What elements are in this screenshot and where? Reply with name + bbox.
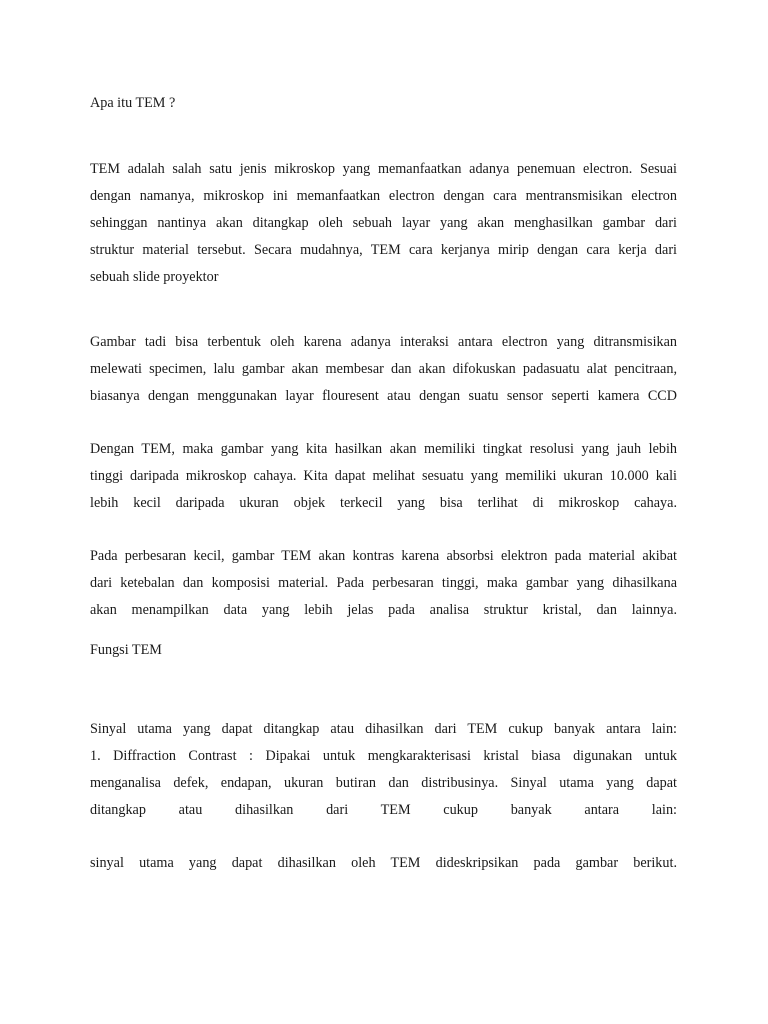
para3-line-2: tinggi daripada mikroskop cahaya. Kita dapat melihat sesuatu yang memiliki ukuran 10.000 kali [90, 468, 677, 484]
para4-line-2: dari ketebalan dan komposisi material. Pada perbesaran tinggi, maka gambar yang dihasilkana [90, 575, 677, 591]
para3-line-3: lebih kecil daripada ukuran objek terkecil yang bisa terlihat di mikroskop cahaya. [90, 495, 677, 511]
heading-apa-itu-tem: Apa itu TEM ? [90, 95, 176, 111]
para1-line-2: dengan namanya, mikroskop ini memanfaatkan electron dengan cara mentransmisikan electron [90, 188, 677, 204]
heading-fungsi-tem: Fungsi TEM [90, 642, 162, 658]
para2-line-1: Gambar tadi bisa terbentuk oleh karena adanya interaksi antara electron yang ditransmisikan [90, 334, 677, 350]
para1-line-5: sebuah slide proyektor [90, 269, 219, 285]
para6-line-1: sinyal utama yang dapat dihasilkan oleh TEM dideskripsikan pada gambar berikut. [90, 855, 677, 871]
para4-line-3: akan menampilkan data yang lebih jelas pada analisa struktur kristal, dan lainnya. [90, 602, 677, 618]
para1-line-4: struktur material tersebut. Secara mudahnya, TEM cara kerjanya mirip dengan cara kerja dari [90, 242, 677, 258]
para5-line-3: menganalisa defek, endapan, ukuran butiran dan distribusinya. Sinyal utama yang dapat [90, 775, 677, 791]
para1-line-3: sehinggan nantinya akan ditangkap oleh sebuah layar yang akan menghasilkan gambar dari [90, 215, 677, 231]
para5-line-2: 1. Diffraction Contrast : Dipakai untuk mengkarakterisasi kristal biasa digunakan untuk [90, 748, 677, 764]
para2-line-2: melewati specimen, lalu gambar akan membesar dan akan difokuskan padasuatu alat pencitraan, [90, 361, 677, 377]
para1-line-1: TEM adalah salah satu jenis mikroskop yang memanfaatkan adanya penemuan electron. Sesuai [90, 161, 677, 177]
para4-line-1: Pada perbesaran kecil, gambar TEM akan kontras karena absorbsi elektron pada material akibat [90, 548, 677, 564]
para5-line-4: ditangkap atau dihasilkan dari TEM cukup banyak antara lain: [90, 802, 677, 818]
para5-line-1: Sinyal utama yang dapat ditangkap atau dihasilkan dari TEM cukup banyak antara lain: [90, 721, 677, 737]
para2-line-3: biasanya dengan menggunakan layar flouresent atau dengan suatu sensor seperti kamera CCD [90, 388, 677, 404]
para3-line-1: Dengan TEM, maka gambar yang kita hasilkan akan memiliki tingkat resolusi yang jauh lebih [90, 441, 677, 457]
